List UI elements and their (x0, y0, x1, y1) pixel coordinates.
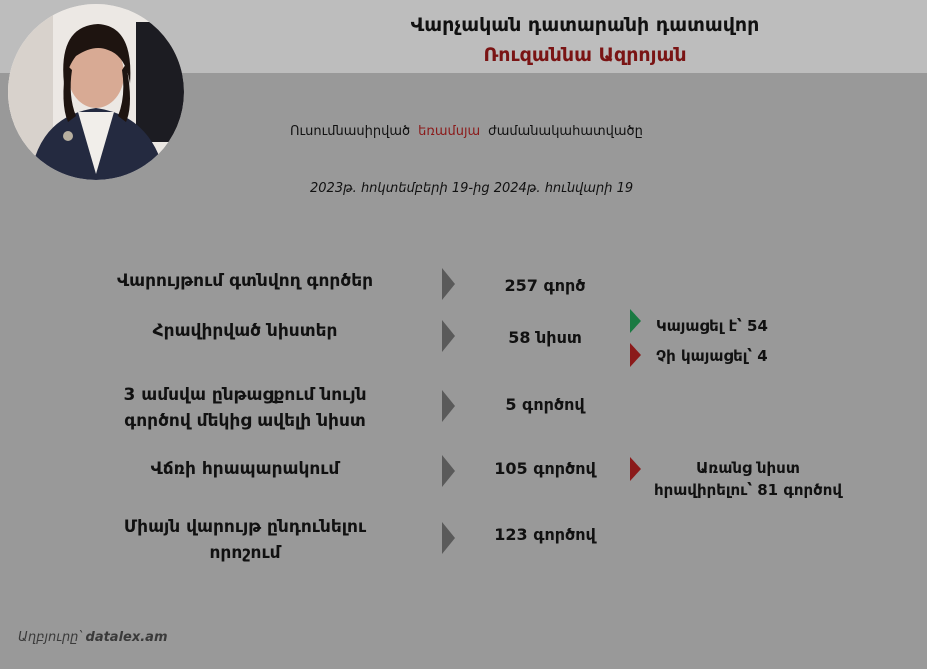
period-prefix: Ուսումնասիրված (290, 124, 411, 139)
source-label: Աղբյուրը՝ (18, 630, 82, 645)
judge-name: Ռուզաննա Ազրոյան (483, 44, 687, 66)
row-value-admission: 123 գործով (494, 525, 596, 544)
row-value-verdict: 105 գործով (494, 459, 596, 478)
row-arrow-icon (442, 268, 455, 300)
period-suffix: ժամանակահատվածը (488, 124, 643, 139)
row-arrow-icon (442, 390, 455, 422)
period-accent: եռամսյա (418, 124, 481, 139)
row-value-multi-session: 5 գործով (505, 395, 585, 414)
study-period (290, 124, 643, 139)
row-label-line: գործով մեկից ավելի նիստ (124, 411, 366, 431)
not-held-arrow-icon (630, 343, 641, 367)
held-arrow-icon (630, 309, 641, 333)
row-arrow-icon (442, 455, 455, 487)
row-arrow-icon (442, 320, 455, 352)
page-title: Վարչական դատարանի դատավոր (410, 14, 760, 36)
row-label-line: որոշում (209, 543, 281, 563)
row-label-cases: Վարույթում գտնվող գործեր (116, 271, 374, 291)
sessions-held: Կայացել է՝ 54 (656, 317, 768, 335)
sessions-not-held: Չի կայացել՝ 4 (656, 347, 768, 365)
avatar (8, 4, 184, 180)
row-arrow-icon (442, 522, 455, 554)
row-label-verdict: Վճռի հրապարակում (150, 459, 340, 479)
row-label-line: 3 ամսվա ընթացքում նույն (123, 385, 367, 405)
verdict-note-line: Առանց նիստ (696, 459, 800, 477)
row-value-cases: 257 գործ (504, 276, 586, 295)
verdict-note-line: հրավիրելու՝ 81 գործով (653, 481, 843, 499)
date-range: 2023թ. հոկտեմբերի 19-ից 2024թ. հունվարի 19 (310, 181, 634, 196)
row-label-sessions: Հրավիրված նիստեր (152, 321, 338, 341)
row-value-sessions: 58 նիստ (508, 328, 582, 347)
row-label-line: Միայն վարույթ ընդունելու (123, 517, 367, 537)
source-credit (18, 630, 168, 645)
row-label-admission (95, 514, 395, 566)
source-site: datalex.am (85, 630, 168, 645)
row-label-multi-session (95, 382, 395, 434)
verdict-note (638, 457, 858, 501)
